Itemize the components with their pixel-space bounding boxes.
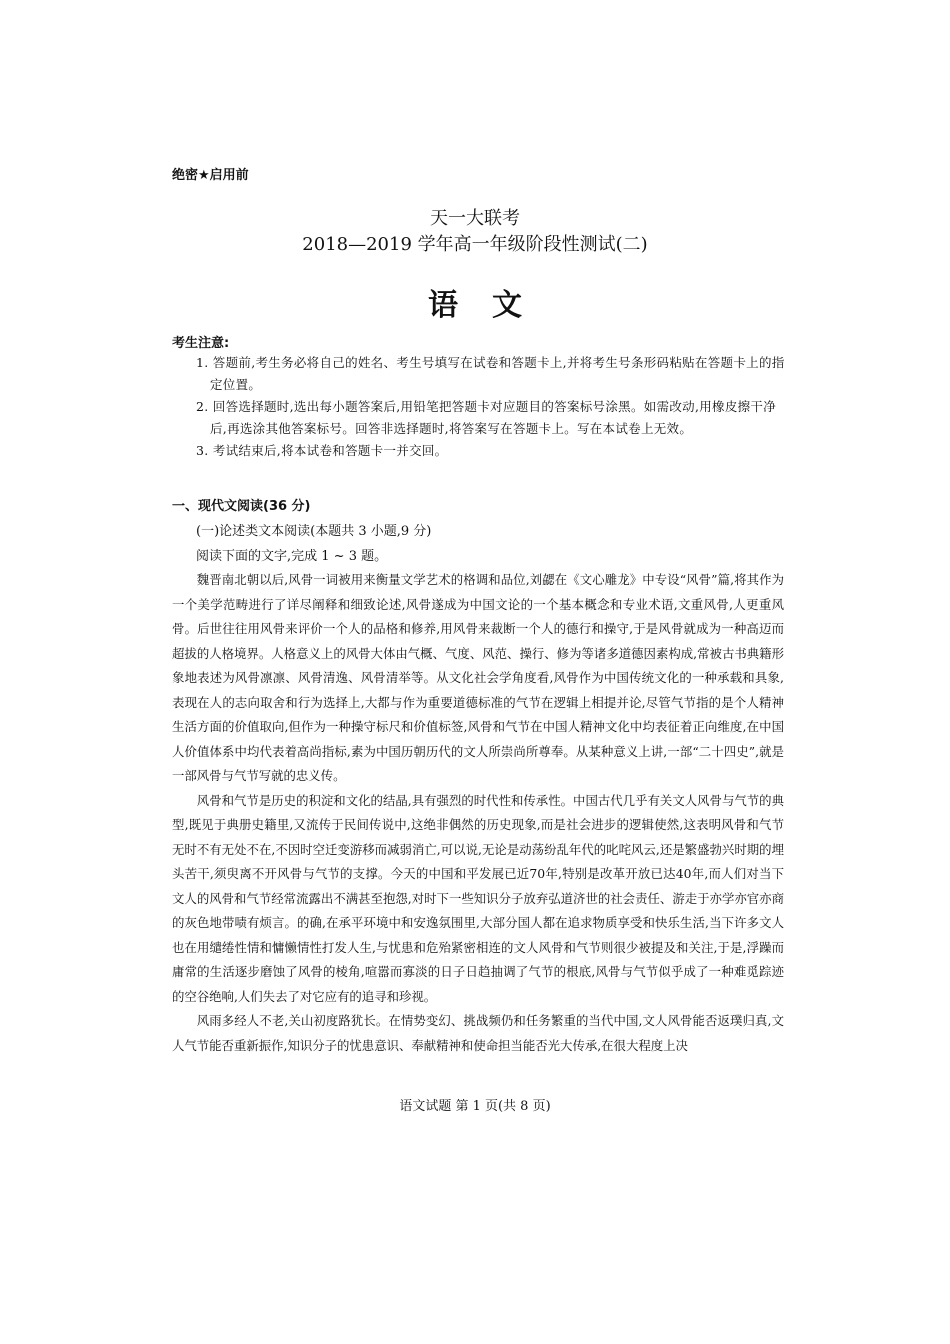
subsection-title: (一)论述类文本阅读(本题共 3 小题,9 分) [196, 524, 432, 539]
passage-paragraph: 风骨和气节是历史的积淀和文化的结晶,具有强烈的时代性和传承性。中国古代几乎有关文人风骨与气节的典型,既见于典册史籍里,又流传于民间传说中,这绝非偶然的历史现象,而是社会进步的逻辑使然,这表明风骨和气节无时不有无处不在,不因时空迁变游移而减弱消亡,可以说,无论是动荡纷乱年代的叱咤风云,还是繁盛勃兴时期的埋头苦干,须臾离不开风骨与气节的支撑。今天的中国和平发展已近70年,特别是改革开放已达40年,而人们对当下文人的风骨和气节经常流露出不满甚至抱怨,对时下一些知识分子放弃弘道济世的社会责任、游走于亦学亦官亦商的灰色地带啧有烦言。的确,在承平环境中和安逸氛围里,大部分国人都在追求物质享受和快乐生活,当下许多文人也在用缱绻性情和慵懒情性打发人生,与忧患和危殆紧密相连的文人风骨和气节则很少被提及和关注,于是,浮躁而庸常的生活逐步磨蚀了风骨的棱角,喧嚣而寡淡的日子日趋抽调了气节的根底,风骨与气节似乎成了一种难觅踪迹的空谷绝响,人们失去了对它应有的追寻和珍视。 [172, 792, 784, 1004]
passage-paragraph: 魏晋南北朝以后,风骨一词被用来衡量文学艺术的格调和品位,刘勰在《文心雕龙》中专设“风骨”篇,将其作为一个美学范畴进行了详尽阐释和细致论述,风骨遂成为中国文论的一个基本概念和专业术语,文重风骨,人更重风骨。后世往往用风骨来评价一个人的品格和修养,用风骨来裁断一个人的德行和操守,于是风骨就成为一种高迈而超拔的人格境界。人格意义上的风骨大体由气概、气度、风范、操行、修为等诸多道德因素构成,常被古书典籍形象地表述为风骨凛凛、风骨清逸、风骨清举等。从文化社会学角度看,风骨作为中国传统文化的一种承载和具象,表现在人的志向取舍和行为选择上,大都与作为重要道德标准的气节在逻辑上相提并论,尽管气节指的是个人精神生活方面的价值取向,但作为一种操守标尺和价值标签,风骨和气节在中国人精神文化中均表征着正向维度,在中国人价值体系中均代表着高尚指标,素为中国历朝历代的文人所崇尚所尊奉。从某种意义上讲,一部“二十四史”,就是一部风骨与气节写就的忠义传。 [172, 572, 784, 783]
exam-name: 天一大联考 [430, 208, 520, 229]
notice-list [196, 352, 786, 462]
page-footer: 语文试题 第 1 页(共 8 页) [399, 1099, 551, 1114]
notice-item: 2. 回答选择题时,选出每小题答案后,用铅笔把答题卡对应题目的答案标号涂黑。如需改动,用橡皮擦干净后,再选涂其他答案标号。回答非选择题时,将答案写在答题卡上。写在本试卷上无效。 [196, 399, 777, 436]
subject-title: 语文 [428, 288, 556, 323]
exam-title: 2018—2019 学年高一年级阶段性测试(二) [302, 234, 648, 255]
notice-item: 1. 答题前,考生务必将自己的姓名、考生号填写在试卷和答题卡上,并将考生号条形码粘贴在答题卡上的指定位置。 [196, 355, 785, 392]
notice-item: 3. 考试结束后,将本试卷和答题卡一并交回。 [196, 443, 448, 458]
reading-instruction: 阅读下面的文字,完成 1 ~ 3 题。 [196, 549, 388, 564]
reading-passage [172, 568, 784, 1058]
notice-heading: 考生注意: [172, 336, 230, 351]
section-title: 一、现代文阅读(36 分) [172, 499, 311, 514]
confidential-mark: 绝密★启用前 [172, 168, 249, 183]
passage-paragraph: 风雨多经人不老,关山初度路犹长。在情势变幻、挑战频仍和任务繁重的当代中国,文人风骨能否返璞归真,文人气节能否重新振作,知识分子的忧患意识、奉献精神和使命担当能否光大传承,在很大程度上决 [172, 1013, 784, 1053]
